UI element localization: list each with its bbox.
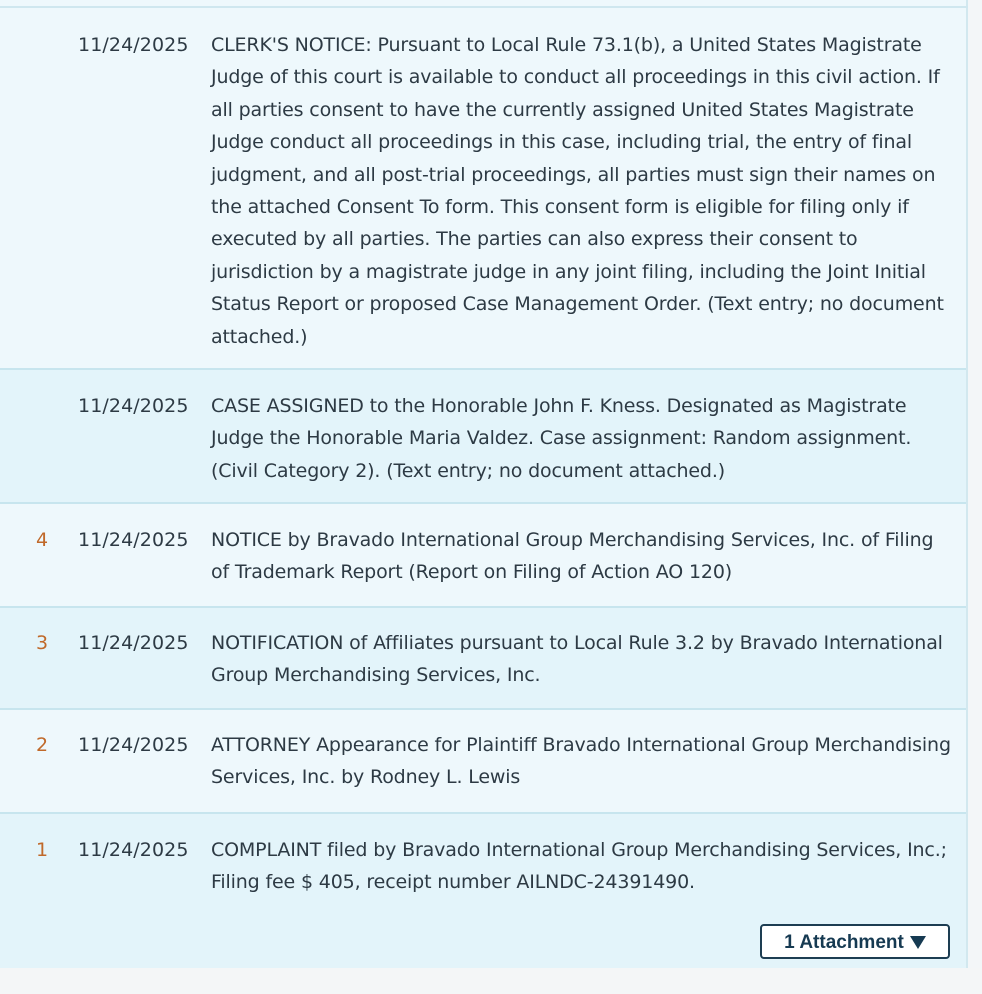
docket-entry-case-assigned	[0, 370, 966, 504]
caret-down-icon	[910, 936, 926, 949]
entry-date: 11/24/2025	[78, 632, 189, 654]
entry-date: 11/24/2025	[78, 839, 189, 861]
entry-description: NOTIFICATION of Affiliates pursuant to Local Rule 3.2 by Bravado International Group Merchandising Services, Inc.	[211, 632, 943, 687]
entry-number: 2	[36, 734, 49, 756]
attachment-button-label: 1 Attachment	[784, 932, 904, 953]
entry-description: CASE ASSIGNED to the Honorable John F. Kness. Designated as Magistrate Judge the Honorable Maria Valdez. Case assignment: Random assignment. (Civil Category 2). (Text entry; no document attached.)	[211, 395, 912, 482]
entry-date: 11/24/2025	[78, 734, 189, 756]
entry-number: 4	[36, 529, 49, 551]
docket-entry-clerks-notice	[0, 8, 966, 370]
attachment-toggle-button[interactable]	[760, 924, 950, 959]
entry-description: COMPLAINT filed by Bravado International Group Merchandising Services, Inc.; Filing fee $ 405, receipt number AILNDC-24391490.	[211, 839, 947, 894]
entry-description: ATTORNEY Appearance for Plaintiff Bravado International Group Merchandising Services, Inc. by Rodney L. Lewis	[211, 734, 951, 789]
docket-entry-2	[0, 710, 966, 814]
entry-description: NOTICE by Bravado International Group Merchandising Services, Inc. of Filing of Trademark Report (Report on Filing of Action AO 120)	[211, 529, 934, 584]
entry-number: 3	[36, 632, 49, 654]
docket-entry-4	[0, 504, 966, 608]
entry-number: 1	[36, 839, 49, 861]
entry-date: 11/24/2025	[78, 529, 189, 551]
docket-entry-3	[0, 608, 966, 710]
page-footer-strip	[0, 968, 982, 994]
entry-description: CLERK'S NOTICE: Pursuant to Local Rule 73.1(b), a United States Magistrate Judge of this court is available to conduct all proceedings in this civil action. If all parties consent to have the currently assigned United States Magistrate Judge conduct all proceedings in this case, including trial, the entry of final judgment, and all post-trial proceedings, all parties must sign their names on the attached Consent To form. This consent form is eligible for filing only if executed by all parties. The parties can also express their consent to jurisdiction by a magistrate judge in any joint filing, including the Joint Initial Status Report or proposed Case Management Order. (Text entry; no document attached.)	[211, 34, 944, 348]
entry-date: 11/24/2025	[78, 395, 189, 417]
entry-date: 11/24/2025	[78, 34, 189, 56]
